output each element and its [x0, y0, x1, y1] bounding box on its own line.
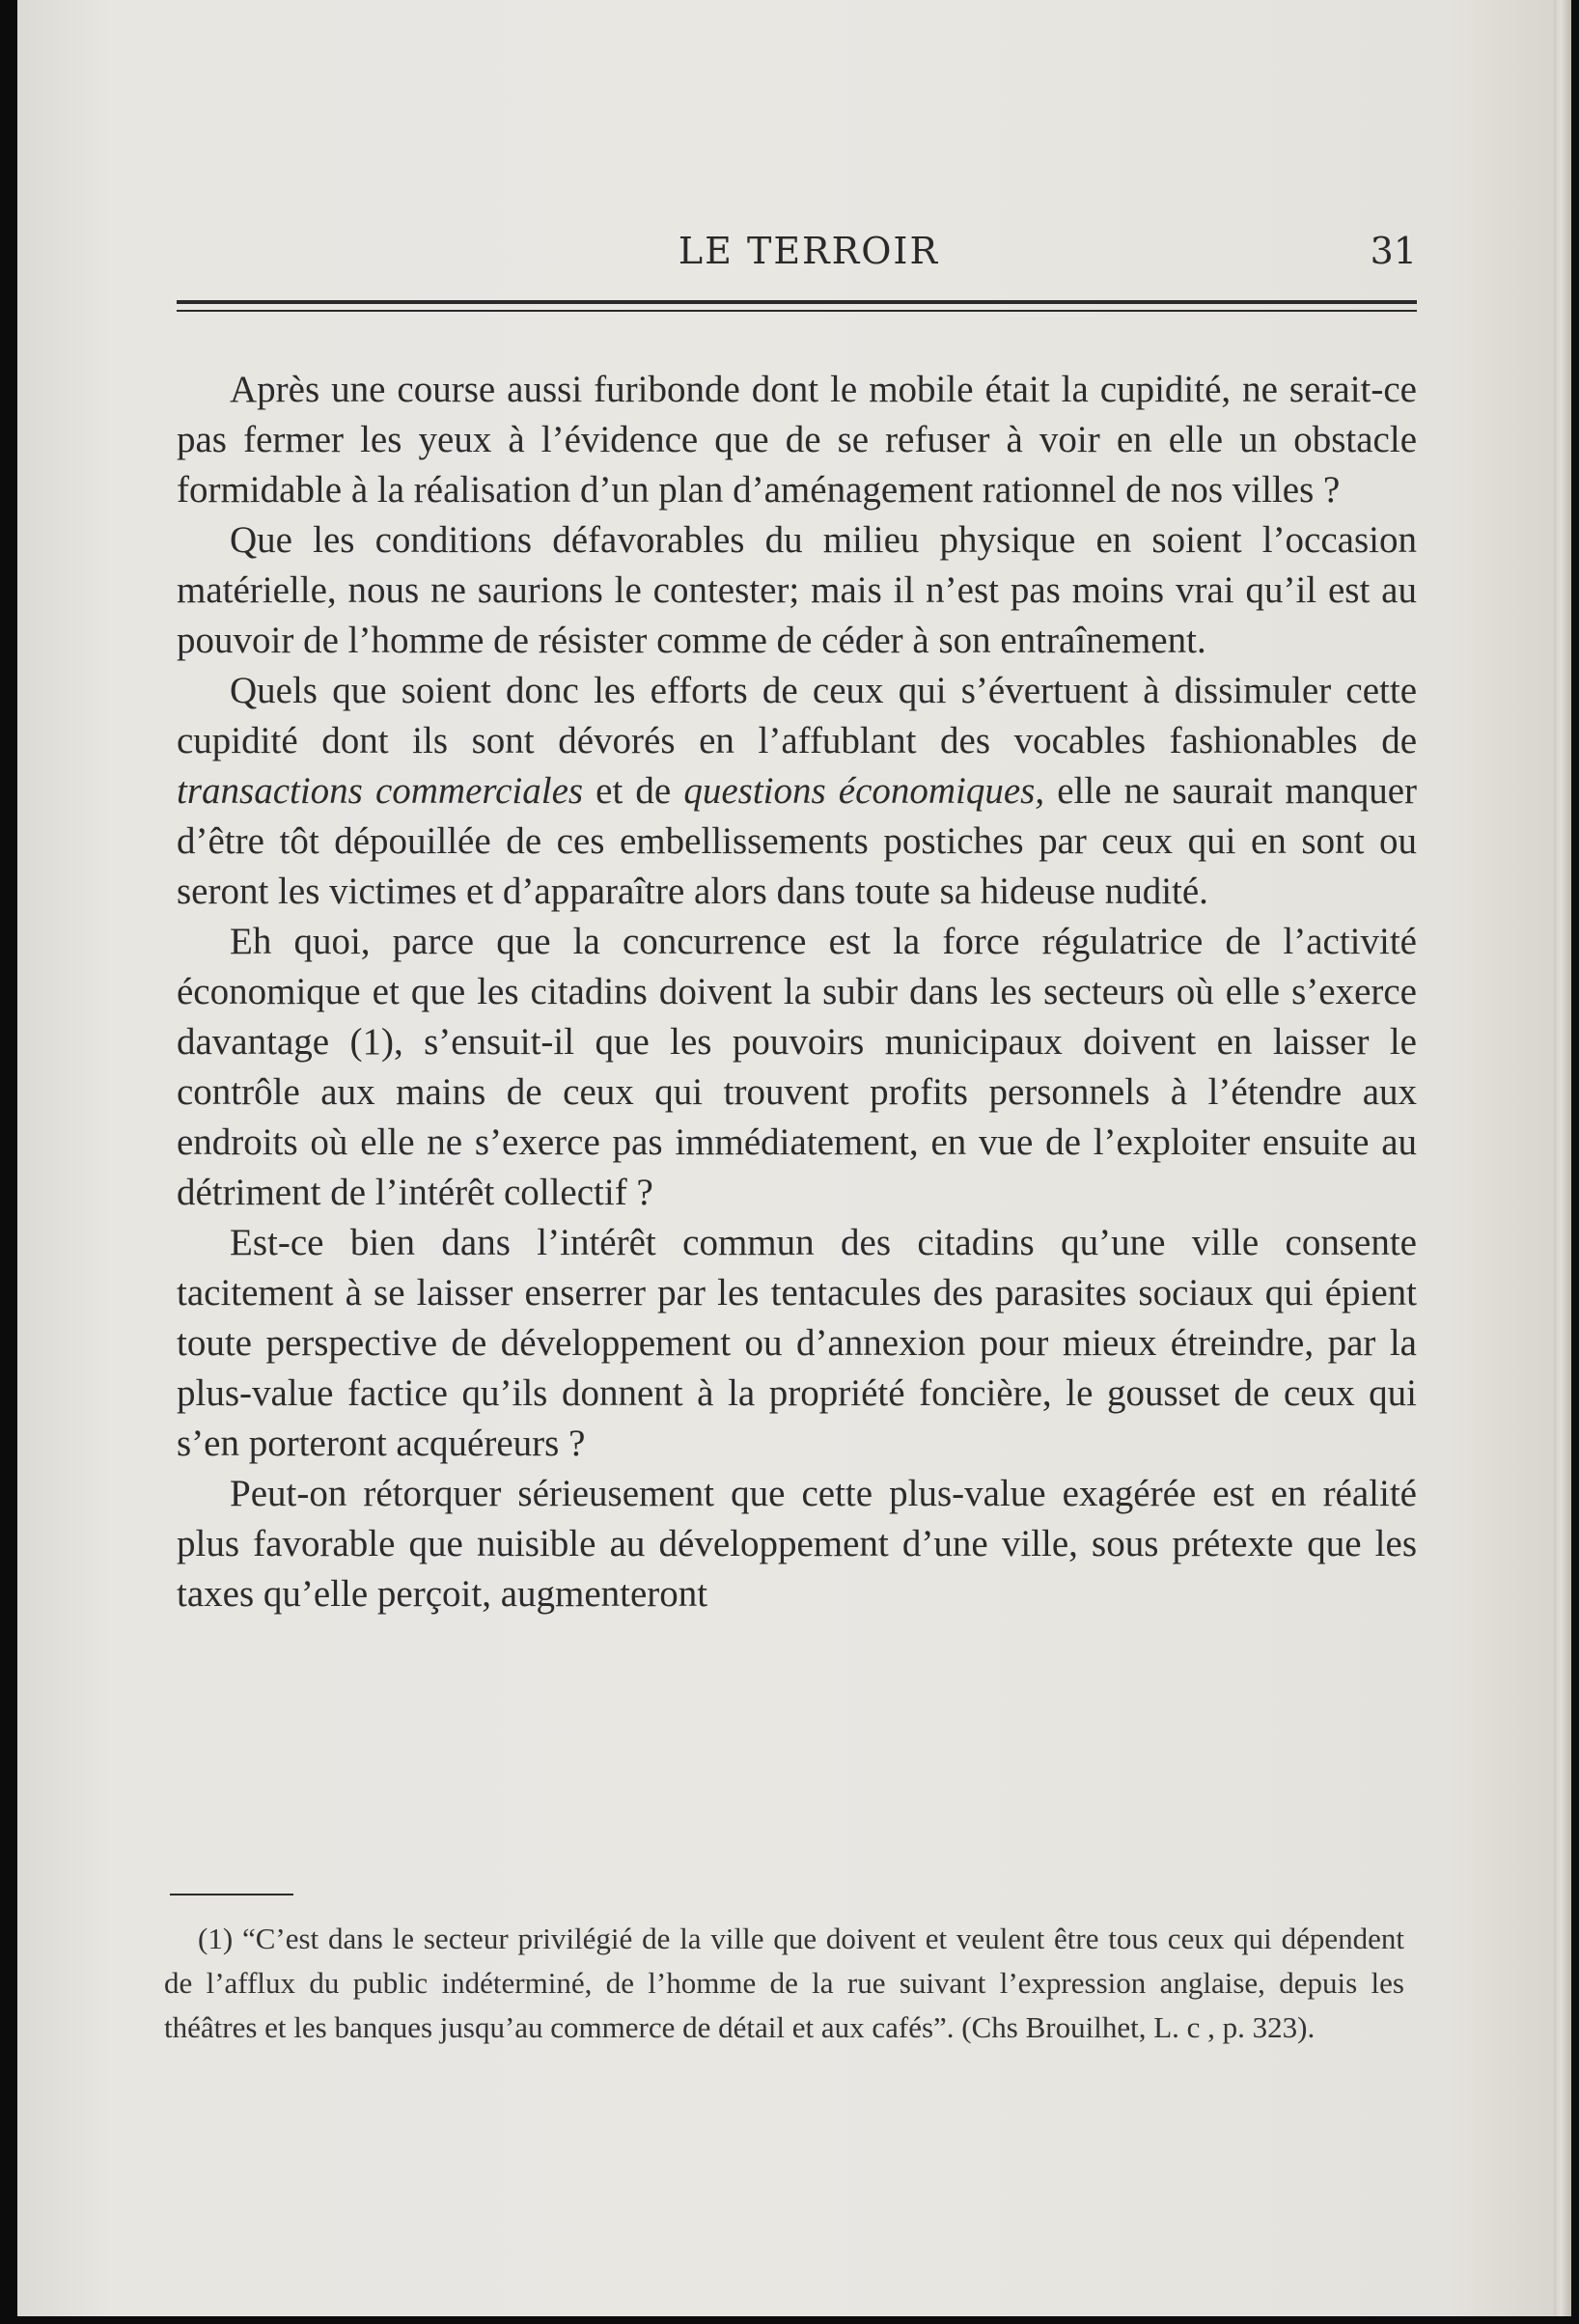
running-head: LE TERROIR [678, 230, 940, 272]
footnote [164, 1917, 1404, 2050]
paragraph-text: Que les conditions défavorables du milieu physique en soient l’occasion matérielle, nous ne saurions le contester; mais il n’est pas moins vrai qu’il est au pouvoir de l’homme de résister comme de céder à son entraînement. [177, 519, 1417, 661]
italic-phrase: questions économiques, [683, 770, 1045, 812]
footnote-rule [170, 1894, 293, 1895]
paragraph-text: Après une course aussi furibonde dont le mobile était la cupidité, ne serait-ce pas fermer les yeux à l’évidence que de se refuser à voir en elle un obstacle formidable à la réalisation d’un plan d’aménagement rationnel de nos villes ? [177, 369, 1417, 511]
paragraph [177, 666, 1417, 917]
paragraph-text: et de [583, 770, 684, 812]
paragraph-text: Peut-on rétorquer sérieusement que cette plus-value exagérée est en réalité plus favorable que nuisible au développement d’une ville, sous prétexte que les taxes qu’elle perçoit, augmenteront [177, 1473, 1417, 1615]
body-text [177, 365, 1417, 1619]
paragraph [177, 917, 1417, 1218]
header-rule-thin [177, 310, 1417, 312]
page-edge [1554, 0, 1571, 2316]
paragraph [177, 515, 1417, 666]
footnote-text: (1) “C’est dans le secteur privilégié de la ville que doivent et veulent être tous ceux qui dépendent de l’afflux du public indéterminé, de l’homme de la rue suivant l’expression anglaise, depuis les théâtres et les banques jusqu’au commerce de détail et aux cafés”. (Chs Brouilhet, L. c , p. 323). [164, 1922, 1404, 2044]
paragraph [177, 1469, 1417, 1619]
paragraph-text: Est-ce bien dans l’intérêt commun des citadins qu’une ville consente tacitement à se laisser enserrer par les tentacules des parasites sociaux qui épient toute perspective de développement ou d’annexion pour mieux étreindre, par la plus-value factice qu’ils donnent à la propriété foncière, le gousset de ceux qui s’en porteront acquéreurs ? [177, 1222, 1417, 1464]
book-page [17, 0, 1571, 2316]
paragraph-text: elle ne saurait manquer d’être tôt dépouillée de ces embellissements postiches par ceux qui en sont ou seront les victimes et d’apparaître alors dans toute sa hideuse nudité. [177, 770, 1417, 912]
paragraph [177, 1218, 1417, 1469]
paragraph [177, 365, 1417, 515]
page-number: 31 [1370, 230, 1417, 272]
italic-phrase: transactions commerciales [177, 770, 584, 812]
page-header [17, 230, 1571, 288]
paragraph-text: Eh quoi, parce que la concurrence est la force régulatrice de l’activité économique et que les citadins doivent la subir dans les secteurs où elle s’exerce davantage (1), s’ensuit-il que les pouvoirs municipaux doivent en laisser le contrôle aux mains de ceux qui trouvent profits personnels à l’étendre aux endroits où elle ne s’exerce pas immédiatement, en vue de l’exploiter ensuite au détriment de l’intérêt collectif ? [177, 921, 1417, 1213]
paragraph-text: Quels que soient donc les efforts de ceux qui s’évertuent à dissimuler cette cupidité dont ils sont dévorés en l’affublant des vocables fashionables de [177, 670, 1417, 761]
header-rule-thick [177, 300, 1417, 304]
